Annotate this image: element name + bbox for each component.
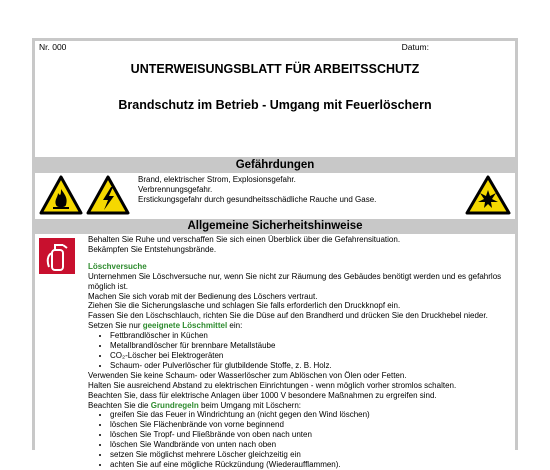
paragraph: Beachten Sie, dass für elektrische Anlagen über 1000 V besondere Maßnahmen zu ergreifen sind. xyxy=(88,390,437,400)
hazards-heading: Gefährdungen xyxy=(32,158,518,172)
extinguishing-heading: Löschversuche xyxy=(88,261,147,271)
list-item: • Schaum- oder Pulverlöscher für glutbildende Stoffe, z. B. Holz. xyxy=(110,361,511,371)
paragraph: Fassen Sie den Löschschlauch, richten Sie die Düse auf den Brandherd und drücken Sie den Druckhebel nieder. xyxy=(88,311,488,321)
paragraph: Machen Sie sich vorab mit der Bedienung des Löschers vertraut. xyxy=(88,291,318,301)
rules-prefix: Beachten Sie die xyxy=(88,400,151,410)
hazards-text xyxy=(138,175,376,205)
hazards-section xyxy=(35,173,515,219)
general-heading: Allgemeine Sicherheitshinweise xyxy=(32,219,518,233)
list-item: • Metallbrandlöscher für brennbare Metallstäube xyxy=(110,341,511,351)
paragraph: Ziehen Sie die Sicherungslasche und schlagen Sie falls erforderlich den Druckknopf ein. xyxy=(88,301,401,311)
hazard-line: Brand, elektrischer Strom, Explosionsgefahr. xyxy=(138,175,296,184)
sheet-header xyxy=(35,41,515,157)
agents-prefix: Setzen Sie nur xyxy=(88,321,143,331)
general-text xyxy=(88,235,511,470)
list-item: • löschen Sie Tropf- und Fließbrände von oben nach unten xyxy=(110,430,511,440)
paragraph: Unternehmen Sie Löschversuche nur, wenn Sie nicht zur Räumung des Gebäudes benötigt werden und es gefahrlos möglich ist. xyxy=(88,271,502,291)
agents-list xyxy=(88,331,511,371)
document-number: Nr. 000 xyxy=(39,42,67,52)
general-section xyxy=(35,234,515,469)
sheet-title: UNTERWEISUNGSBLATT FÜR ARBEITSSCHUTZ xyxy=(130,62,420,76)
fire-extinguisher-sign-icon xyxy=(39,238,75,274)
rules-suffix: beim Umgang mit Löschern: xyxy=(198,400,301,410)
intro-line: Bekämpfen Sie Entstehungsbrände. xyxy=(88,244,217,254)
agents-intro xyxy=(88,321,511,331)
rules-highlight: Grundregeln xyxy=(150,400,199,410)
rules-intro xyxy=(88,401,511,411)
paragraph: Verwenden Sie keine Schaum- oder Wasserlöscher zum Ablöschen von Ölen oder Fetten. xyxy=(88,370,407,380)
list-item: • CO₂-Löscher bei Elektrogeräten xyxy=(110,351,511,361)
hazard-line: Verbrennungsgefahr. xyxy=(138,185,213,194)
list-item: • löschen Sie Wandbrände von unten nach oben xyxy=(110,440,511,450)
sheet-subtitle: Brandschutz im Betrieb - Umgang mit Feuerlöschern xyxy=(118,98,432,112)
list-item: • Fettbrandlöscher in Küchen xyxy=(110,331,511,341)
rules-list xyxy=(88,410,511,469)
electricity-warning-icon xyxy=(86,175,130,215)
paragraph: Halten Sie ausreichend Abstand zu elektrischen Einrichtungen - wenn möglich vorher stromlos schalten. xyxy=(88,380,457,390)
agents-suffix: ein: xyxy=(227,321,243,331)
fire-warning-icon xyxy=(39,175,83,215)
instruction-sheet xyxy=(32,38,518,469)
intro-line: Behalten Sie Ruhe und verschaffen Sie sich einen Überblick über die Gefahrensituation. xyxy=(88,235,401,244)
date-label: Datum: xyxy=(401,42,429,52)
list-item: • greifen Sie das Feuer in Windrichtung an (nicht gegen den Wind löschen) xyxy=(110,410,511,420)
agents-highlight: geeignete Löschmittel xyxy=(142,321,228,331)
list-item: • löschen Sie Flächenbrände von vorne beginnend xyxy=(110,420,511,430)
hazard-line: Erstickungsgefahr durch gesundheitsschädliche Rauche und Gase. xyxy=(138,195,377,204)
list-item: • setzen Sie möglichst mehrere Löscher gleichzeitig ein xyxy=(110,450,511,460)
explosion-warning-icon xyxy=(465,175,511,215)
list-item: • achten Sie auf eine mögliche Rückzündung (Wiederaufflammen). xyxy=(110,460,511,470)
